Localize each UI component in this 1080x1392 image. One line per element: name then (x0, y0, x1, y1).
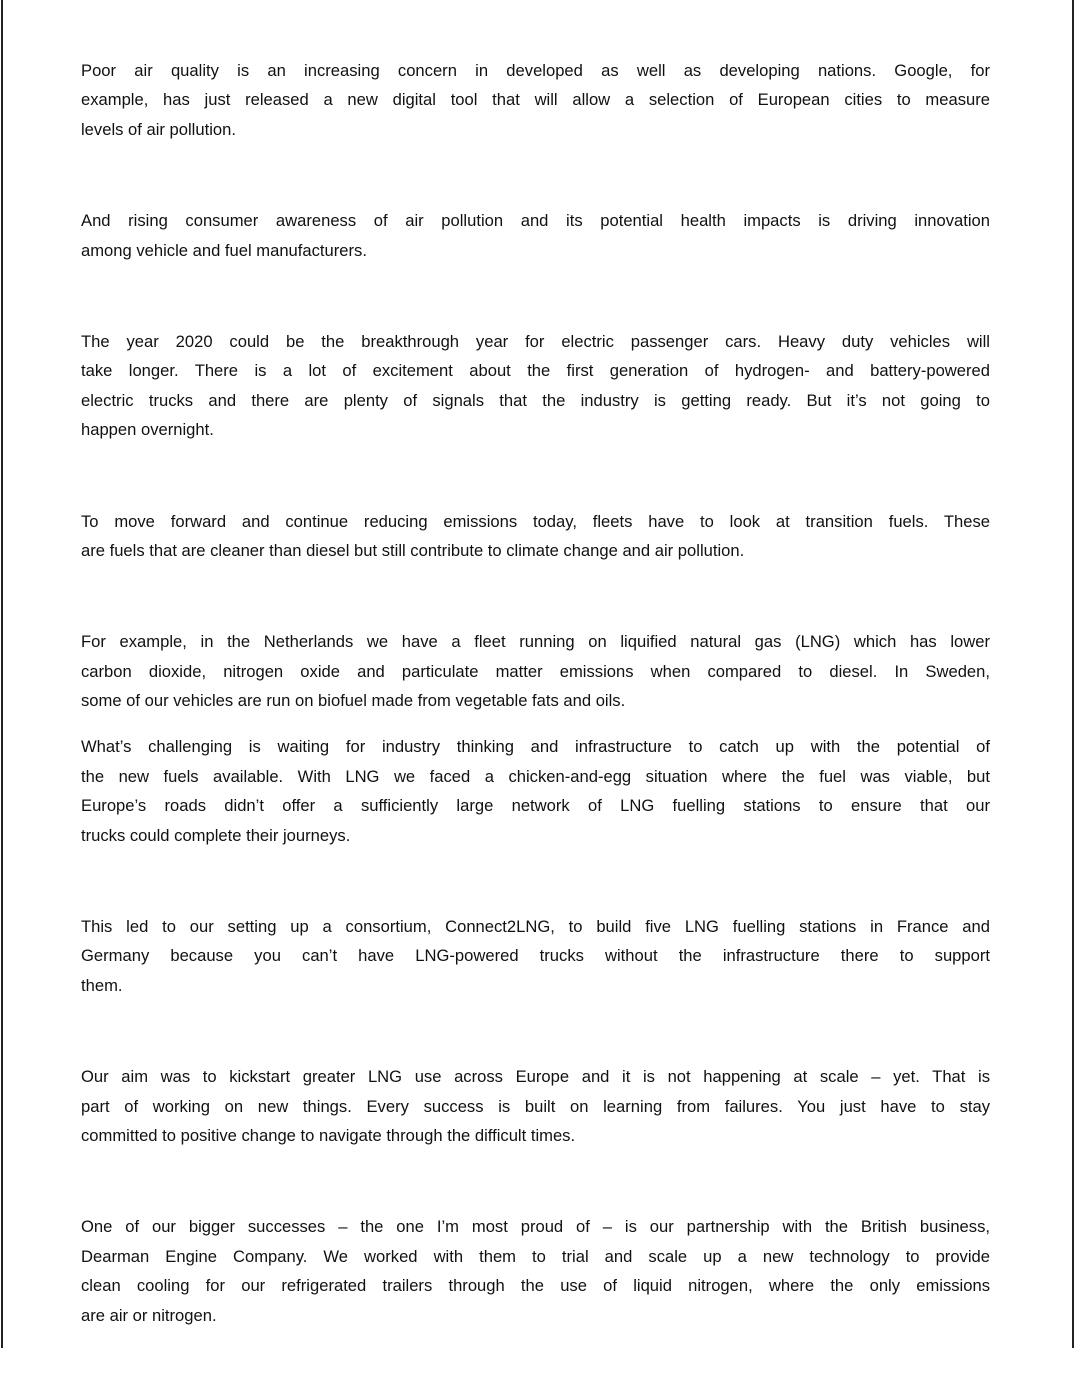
text-line: And rising consumer awareness of air pollution and its potential health impacts is driving innovation (81, 211, 990, 231)
text-line: part of working on new things. Every success is built on learning from failures. You just have to stay (81, 1096, 990, 1116)
paragraph (81, 732, 990, 850)
text-line: Poor air quality is an increasing concern in developed as well as developing nations. Google, for (81, 61, 990, 80)
text-line: example, has just released a new digital tool that will allow a selection of European cities to measure (81, 90, 990, 110)
text-line: Dearman Engine Company. We worked with them to trial and scale up a new technology to provide (81, 1246, 990, 1266)
paragraph (81, 206, 990, 265)
text-line: For example, in the Netherlands we have a fleet running on liquified natural gas (LNG) which has lower (81, 632, 990, 652)
paragraph (81, 327, 990, 445)
text-line: trucks could complete their journeys. (81, 825, 351, 845)
paragraph (81, 627, 990, 715)
text-line: them. (81, 975, 123, 995)
text-line: What’s challenging is waiting for industry thinking and infrastructure to catch up with the potential of (81, 737, 990, 757)
paragraph (81, 1062, 990, 1150)
text-line: Europe’s roads didn’t offer a sufficiently large network of LNG fuelling stations to ensure that our (81, 796, 990, 816)
text-line: are air or nitrogen. (81, 1305, 217, 1325)
text-line: One of our bigger successes – the one I’m most proud of – is our partnership with the British business, (81, 1217, 990, 1237)
text-line: are fuels that are cleaner than diesel but still contribute to climate change and air pollution. (81, 540, 745, 560)
text-line: some of our vehicles are run on biofuel made from vegetable fats and oils. (81, 691, 626, 711)
text-line: levels of air pollution. (81, 119, 236, 139)
text-line: Our aim was to kickstart greater LNG use across Europe and it is not happening at scale – yet. That is (81, 1067, 990, 1087)
text-line: carbon dioxide, nitrogen oxide and particulate matter emissions when compared to diesel. In Sweden, (81, 661, 990, 681)
text-line: the new fuels available. With LNG we faced a chicken-and-egg situation where the fuel was viable, but (81, 766, 990, 786)
paragraph (81, 1212, 990, 1330)
text-line: take longer. There is a lot of excitement about the first generation of hydrogen- and battery-powered (81, 361, 990, 381)
text-line: Germany because you can’t have LNG-powered trucks without the infrastructure there to support (81, 946, 990, 966)
text-line: To move forward and continue reducing emissions today, fleets have to look at transition fuels. These (81, 511, 990, 531)
text-line: This led to our setting up a consortium, Connect2LNG, to build five LNG fuelling stations in France and (81, 917, 990, 937)
text-line: The year 2020 could be the breakthrough year for electric passenger cars. Heavy duty vehicles will (81, 331, 990, 351)
paragraph (81, 56, 990, 144)
text-line: happen overnight. (81, 420, 214, 440)
text-line: electric trucks and there are plenty of signals that the industry is getting ready. But it’s not going to (81, 390, 990, 410)
text-line: committed to positive change to navigate through the difficult times. (81, 1125, 576, 1145)
paragraph (81, 507, 990, 566)
text-line: clean cooling for our refrigerated trailers through the use of liquid nitrogen, where the only emissions (81, 1276, 990, 1296)
document-body (81, 56, 990, 1392)
paragraph (81, 912, 990, 1000)
text-line: among vehicle and fuel manufacturers. (81, 240, 367, 260)
